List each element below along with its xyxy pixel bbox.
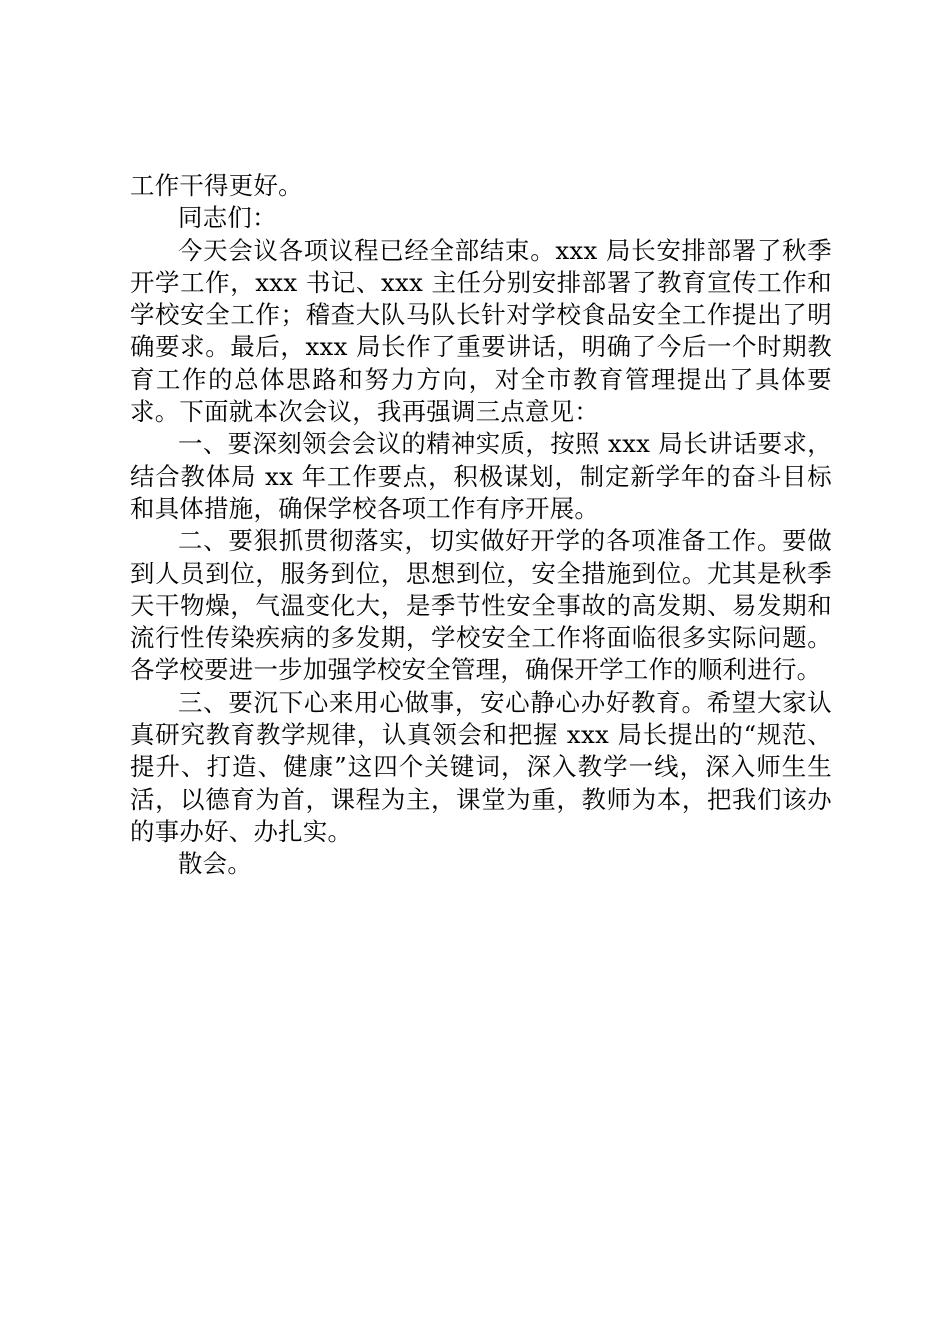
paragraph-point-two: 二、要狠抓贯彻落实，切实做好开学的各项准备工作。要做到人员到位，服务到位，思想到位，安全措施到位。尤其是秋季天干物燥，气温变化大，是季节性安全事故的高发期、易发期和流行性传染疾病的多发期，学校安全工作将面临很多实际问题。各学校要进一步加强学校安全管理，确保开学工作的顺利进行。 <box>130 526 832 685</box>
paragraph-point-three: 三、要沉下心来用心做事，安心静心办好教育。希望大家认真研究教育教学规律，认真领会和把握 xxx 局长提出的“规范、提升、打造、健康”这四个关键词，深入教学一线，深入师生生活，以德育为首，课程为主，课堂为重，教师为本，把我们该办的事办好、办扎实。 <box>130 687 832 846</box>
document-body <box>130 170 832 881</box>
paragraph-salutation: 同志们： <box>178 203 277 233</box>
paragraph-closing: 散会。 <box>178 849 253 879</box>
paragraph-point-one: 一、要深刻领会会议的精神实质，按照 xxx 局长讲话要求，结合教体局 xx 年工作要点，积极谋划，制定新学年的奋斗目标和具体措施，确保学校各项工作有序开展。 <box>130 429 832 523</box>
paragraph-meeting-summary: 今天会议各项议程已经全部结束。xxx 局长安排部署了秋季开学工作，xxx 书记、xxx 主任分别安排部署了教育宣传工作和学校安全工作；稽查大队马队长针对学校食品安全工作提出了明确要求。最后，xxx 局长作了重要讲话，明确了今后一个时期教育工作的总体思路和努力方向，对全市教育管理提出了具体要求。下面就本次会议，我再强调三点意见： <box>130 235 832 427</box>
paragraph-continuation: 工作干得更好。 <box>130 171 303 200</box>
